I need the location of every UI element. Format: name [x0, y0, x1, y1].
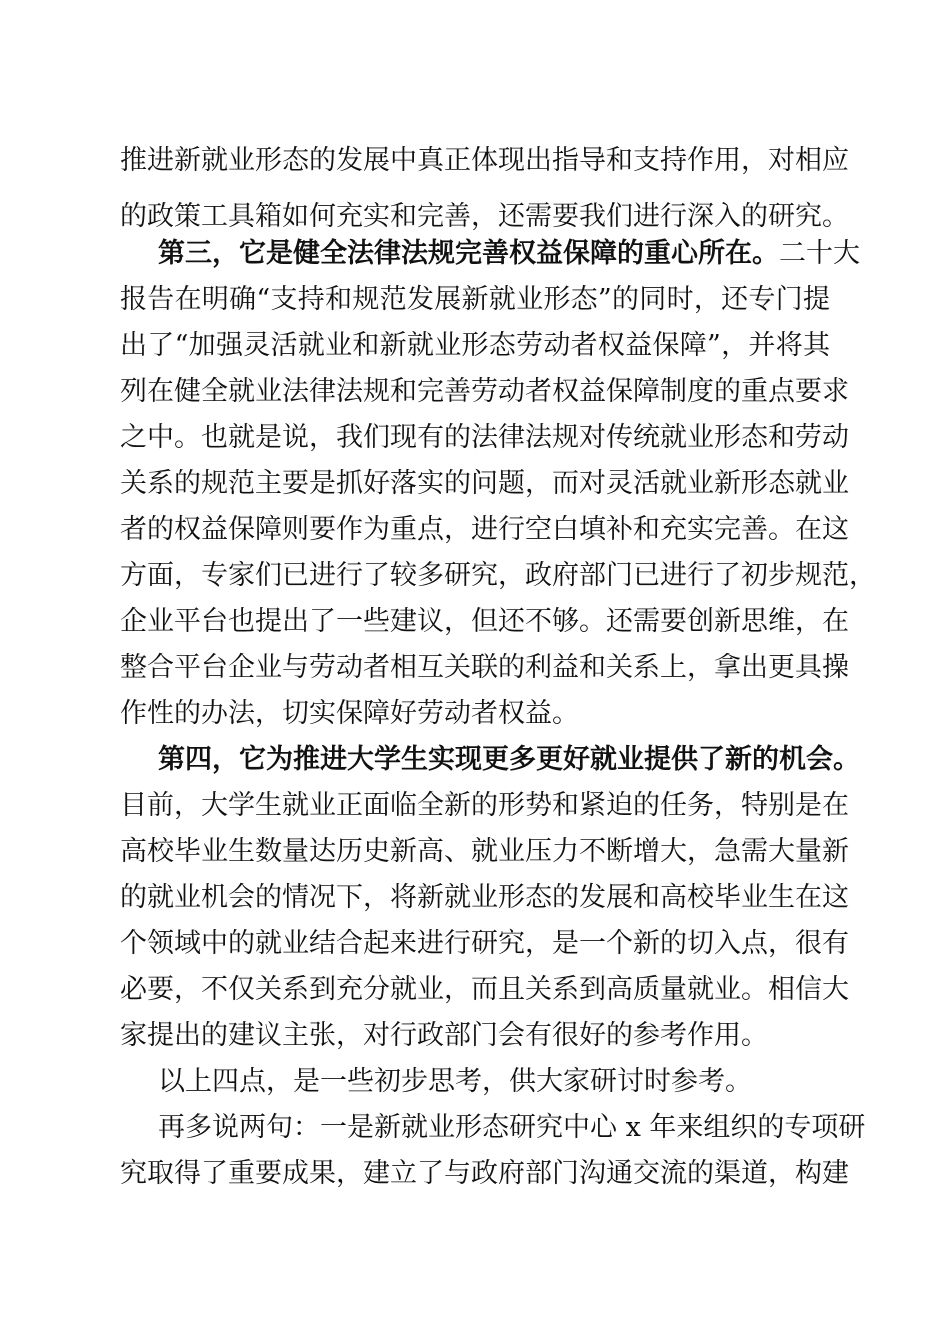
- text-line-tail: 二十大: [779, 238, 860, 269]
- text-line: 以上四点，是一些初步思考，供大家研讨时参考。: [158, 1066, 752, 1097]
- text-line: 的就业机会的情况下，将新就业形态的发展和高校毕业生在这: [120, 882, 849, 913]
- text-line: 列在健全就业法律法规和完善劳动者权益保障制度的重点要求: [120, 376, 849, 407]
- section-heading-fourth: 第四，它为推进大学生实现更多更好就业提供了新的机会。: [158, 744, 860, 775]
- text-line: 作性的办法，切实保障好劳动者权益。: [120, 698, 579, 729]
- text-line: 的政策工具箱如何充实和完善，还需要我们进行深入的研究。: [120, 201, 849, 232]
- text-line: 究取得了重要成果，建立了与政府部门沟通交流的渠道，构建: [120, 1158, 849, 1189]
- text-line: 报告在明确“支持和规范发展新就业形态”的同时，还专门提: [120, 284, 830, 315]
- text-line: 整合平台企业与劳动者相互关联的利益和关系上，拿出更具操: [120, 652, 849, 683]
- text-line: 关系的规范主要是抓好落实的问题，而对灵活就业新形态就业: [120, 468, 849, 499]
- text-line: 必要，不仅关系到充分就业，而且关系到高质量就业。相信大: [120, 974, 849, 1005]
- text-line: 企业平台也提出了一些建议，但还不够。还需要创新思维，在: [120, 606, 849, 637]
- text-line: 家提出的建议主张，对行政部门会有很好的参考作用。: [120, 1020, 768, 1051]
- text-line: 之中。也就是说，我们现有的法律法规对传统就业形态和劳动: [120, 422, 849, 453]
- text-line: 目前，大学生就业正面临全新的形势和紧迫的任务，特别是在: [120, 790, 849, 821]
- text-line: 推进新就业形态的发展中真正体现出指导和支持作用，对相应: [120, 145, 849, 176]
- text-line: 者的权益保障则要作为重点，进行空白填补和充实完善。在这: [120, 514, 849, 545]
- text-line: 高校毕业生数量达历史新高、就业压力不断增大，急需大量新: [120, 836, 849, 867]
- text-line: 个领域中的就业结合起来进行研究，是一个新的切入点，很有: [120, 928, 849, 959]
- text-line: 出了“加强灵活就业和新就业形态劳动者权益保障”，并将其: [120, 330, 830, 361]
- section-heading-third: 第三，它是健全法律法规完善权益保障的重心所在。: [158, 238, 779, 269]
- text-line: 方面，专家们已进行了较多研究，政府部门已进行了初步规范，: [120, 560, 876, 591]
- text-line: 再多说两句：一是新就业形态研究中心 x 年来组织的专项研: [158, 1112, 866, 1143]
